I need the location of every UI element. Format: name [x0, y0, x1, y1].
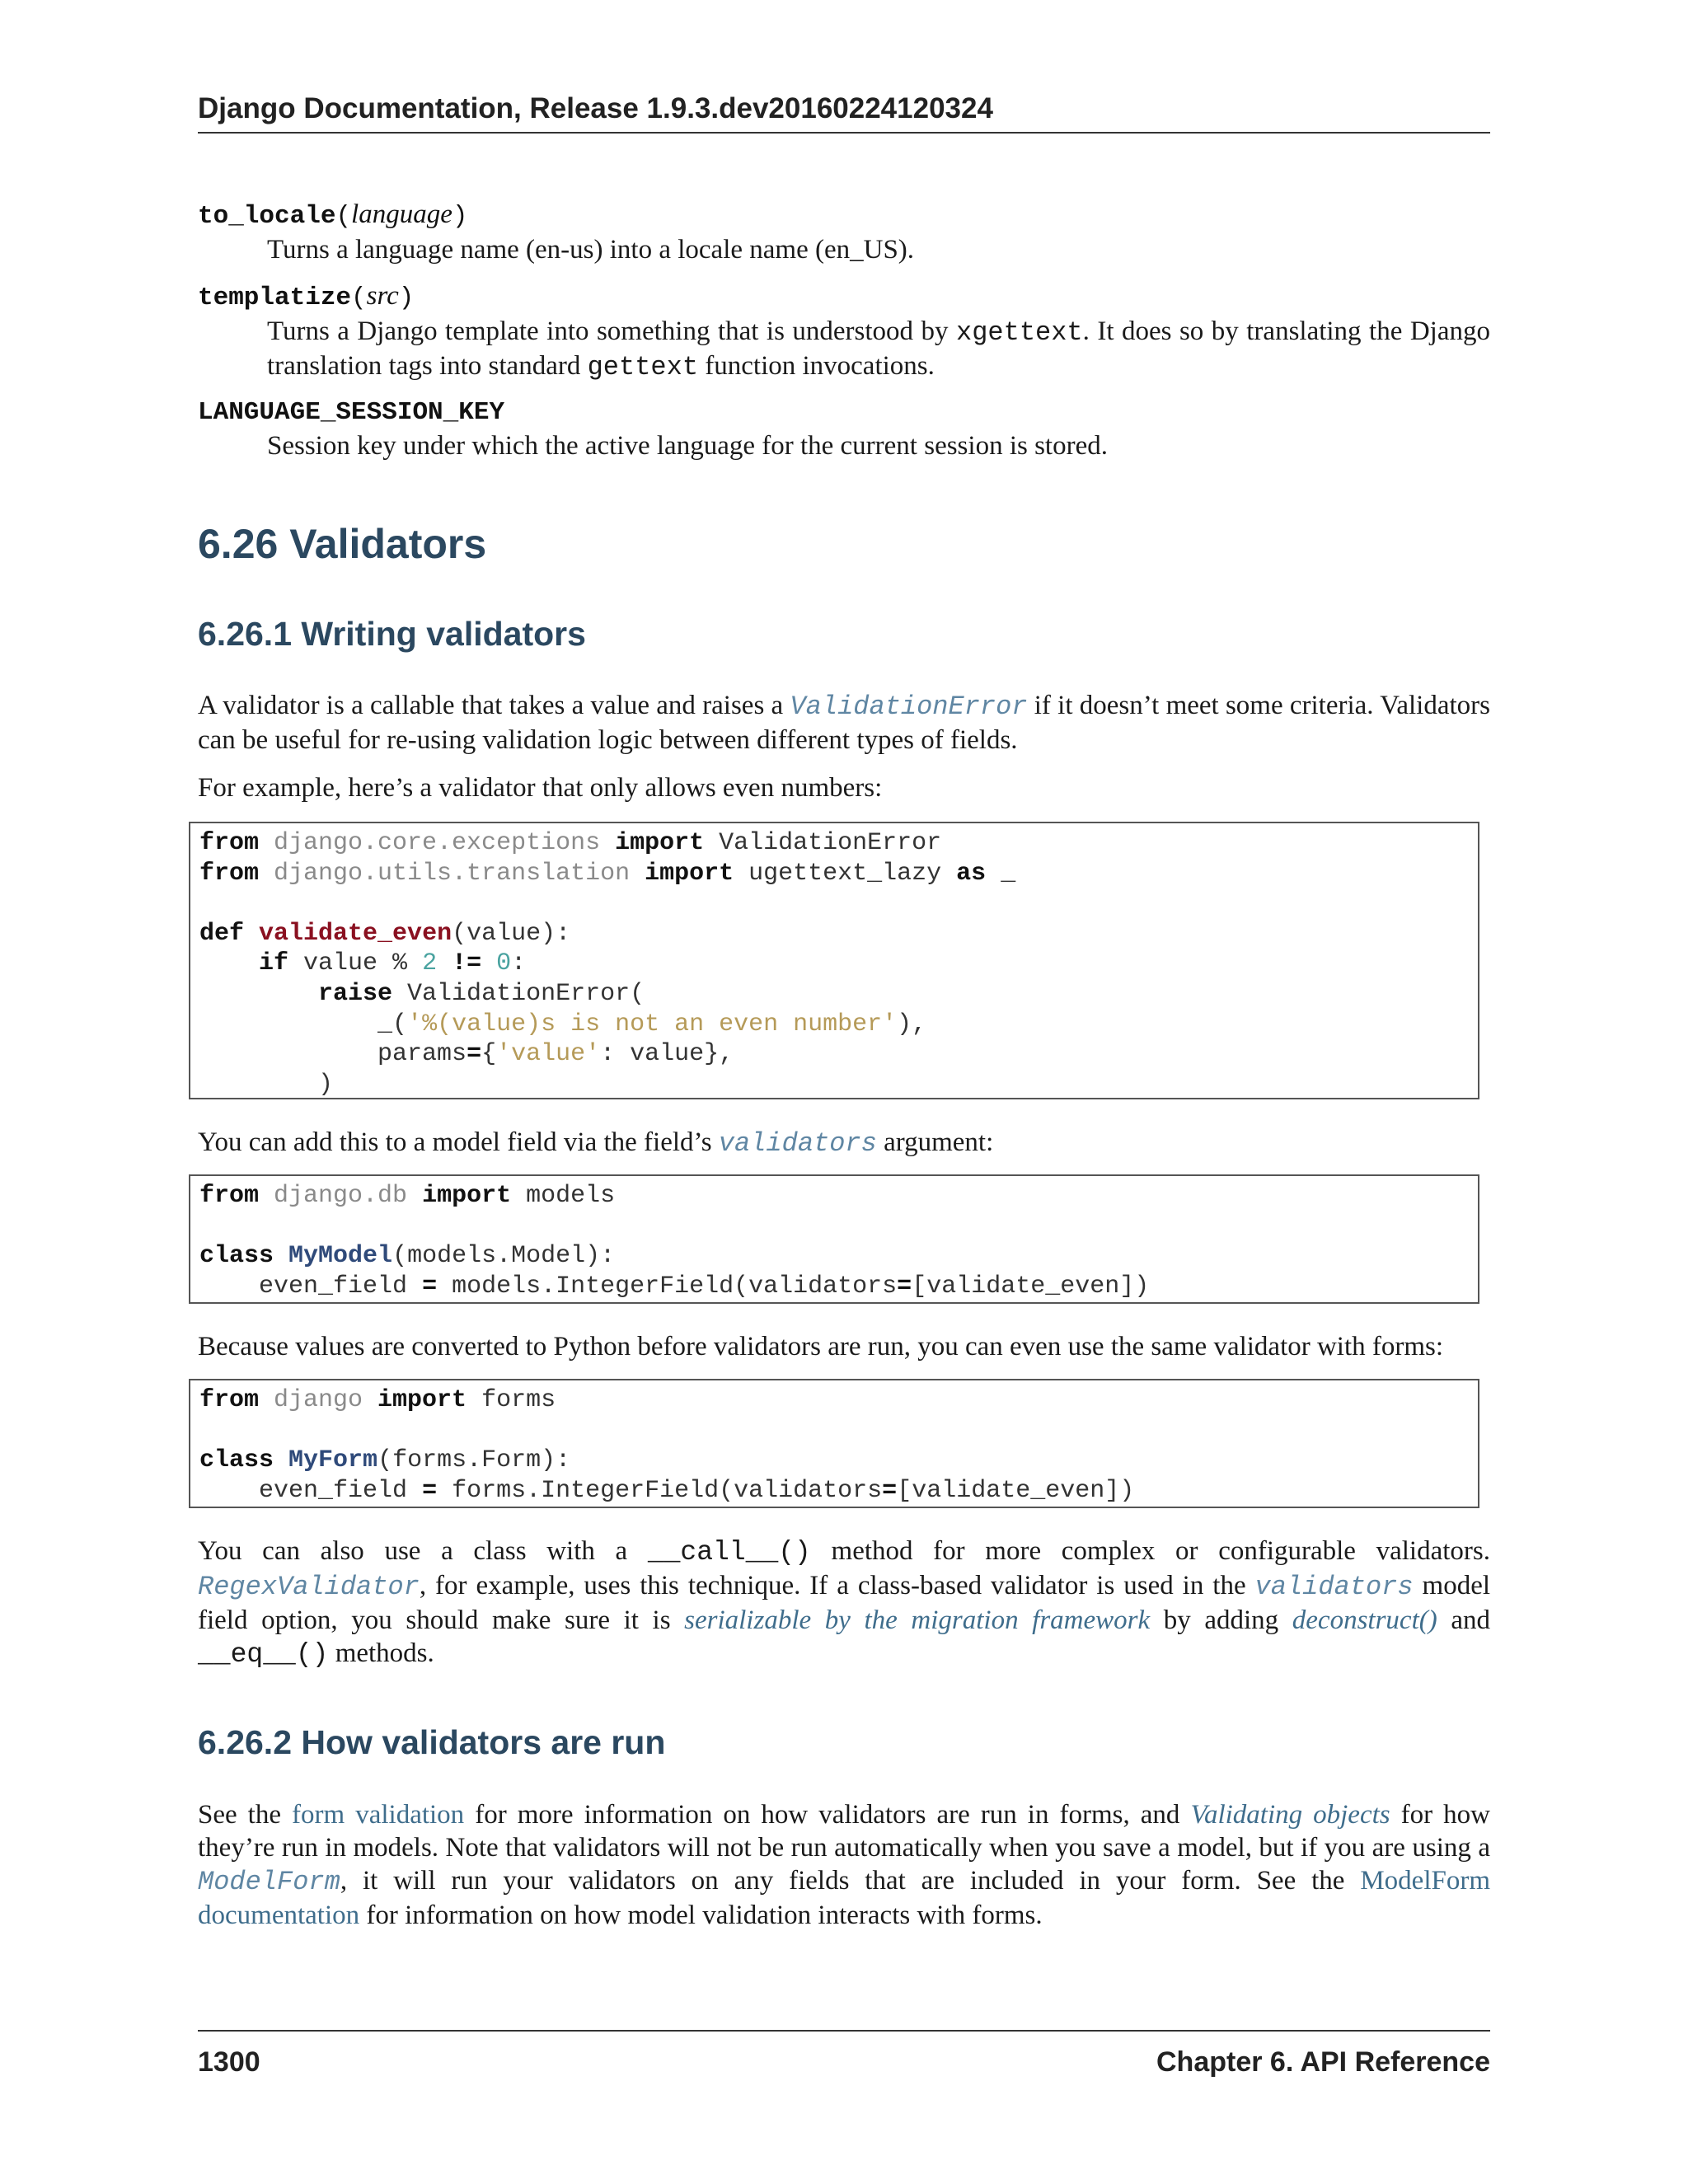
link-regexvalidator[interactable]: RegexValidator — [198, 1572, 420, 1602]
argument: src — [366, 281, 399, 311]
api-entry-language-session-key — [198, 394, 1490, 462]
argument: language — [351, 199, 452, 229]
link-modelform[interactable]: ModelForm — [198, 1867, 340, 1897]
code-block-model: from django.db import models class MyModel(models.Model): even_field = models.IntegerField(validators=[validate_even]) — [189, 1174, 1479, 1304]
description: Turns a Django template into something that is understood by xgettext. It does so by translating the Django translation tags into standard gettext function invocations. — [267, 316, 1490, 382]
paragraph-class-validators: You can also use a class with a __call__() method for more complex or configurable validators. RegexValidator, for example, uses this technique. If a class-based validator is used in the validators model field option, you should make sure it is serializable by the migration framework by adding deconstruct() and __eq__() methods. — [198, 1536, 1491, 1670]
page-number: 1300 — [198, 2046, 260, 2078]
section-title: 6.26 Validators — [198, 521, 487, 567]
paragraph-forms: Because values are converted to Python before validators are run, you can even use the same validator with forms: — [198, 1332, 1444, 1361]
subsection-title-how-run: 6.26.2 How validators are run — [198, 1723, 666, 1761]
link-validators-option[interactable]: validators — [1254, 1572, 1414, 1602]
function-name: templatize — [198, 284, 352, 312]
paragraph-intro: A validator is a callable that takes a value and raises a ValidationError if it doesn’t meet some criteria. Validators can be useful for re-using validation logic between different types of fields. — [198, 691, 1491, 755]
paragraph-model-field: You can add this to a model field via the field’s validators argument: — [198, 1127, 994, 1159]
chapter-title: Chapter 6. API Reference — [1156, 2046, 1490, 2078]
link-validationerror[interactable]: ValidationError — [790, 691, 1028, 722]
inline-code: gettext — [587, 352, 699, 382]
paragraph-how-run: See the form validation for more information on how validators are run in forms, and Validating objects for how they’re run in models. Note that validators will not be run automatically when you save a model, but if you are using a ModelForm, it will run your validators on any fields that are included in your form. See the ModelForm documentation for information on how model validation interacts with forms. — [198, 1800, 1490, 1930]
link-modelform-documentation[interactable]: ModelForm documentation — [198, 1866, 1490, 1930]
code-block-form: from django import forms class MyForm(forms.Form): even_field = forms.IntegerField(validators=[validate_even]) — [189, 1379, 1479, 1508]
inline-code-call: __call__() — [647, 1537, 811, 1568]
link-validators[interactable]: validators — [718, 1128, 877, 1159]
description: Session key under which the active language for the current session is stored. — [267, 431, 1108, 461]
code-block-validator: from django.core.exceptions import ValidationError from django.utils.translation import ugettext_lazy as _ def validate_even(value): if value % 2 != 0: raise ValidationError( _('%(value)s is not an even number'), params={'value': value}, ) — [189, 822, 1479, 1099]
api-entry-to-locale — [198, 198, 1490, 266]
inline-code-eq: __eq__() — [198, 1639, 329, 1670]
signature — [198, 394, 1490, 429]
signature: to_locale(language) — [198, 199, 468, 231]
paragraph-example: For example, here’s a validator that only allows even numbers: — [198, 773, 883, 803]
link-validating-objects[interactable]: Validating objects — [1190, 1800, 1390, 1830]
running-header — [198, 92, 1490, 134]
constant-name: LANGUAGE_SESSION_KEY — [198, 398, 505, 427]
doc-title: Django Documentation, Release 1.9.3.dev20160224120324 — [198, 92, 993, 124]
link-form-validation[interactable]: form validation — [292, 1800, 465, 1830]
signature: templatize(src) — [198, 281, 415, 312]
running-footer — [198, 2030, 1490, 2079]
link-serializable[interactable]: serializable by the migration framework — [684, 1605, 1151, 1635]
function-name: to_locale — [198, 202, 336, 231]
link-deconstruct[interactable]: deconstruct() — [1292, 1605, 1437, 1635]
description: Turns a language name (en-us) into a locale name (en_US). — [267, 235, 915, 265]
inline-code: xgettext — [956, 317, 1083, 348]
subsection-title-writing: 6.26.1 Writing validators — [198, 615, 586, 653]
api-entry-templatize — [198, 279, 1490, 384]
